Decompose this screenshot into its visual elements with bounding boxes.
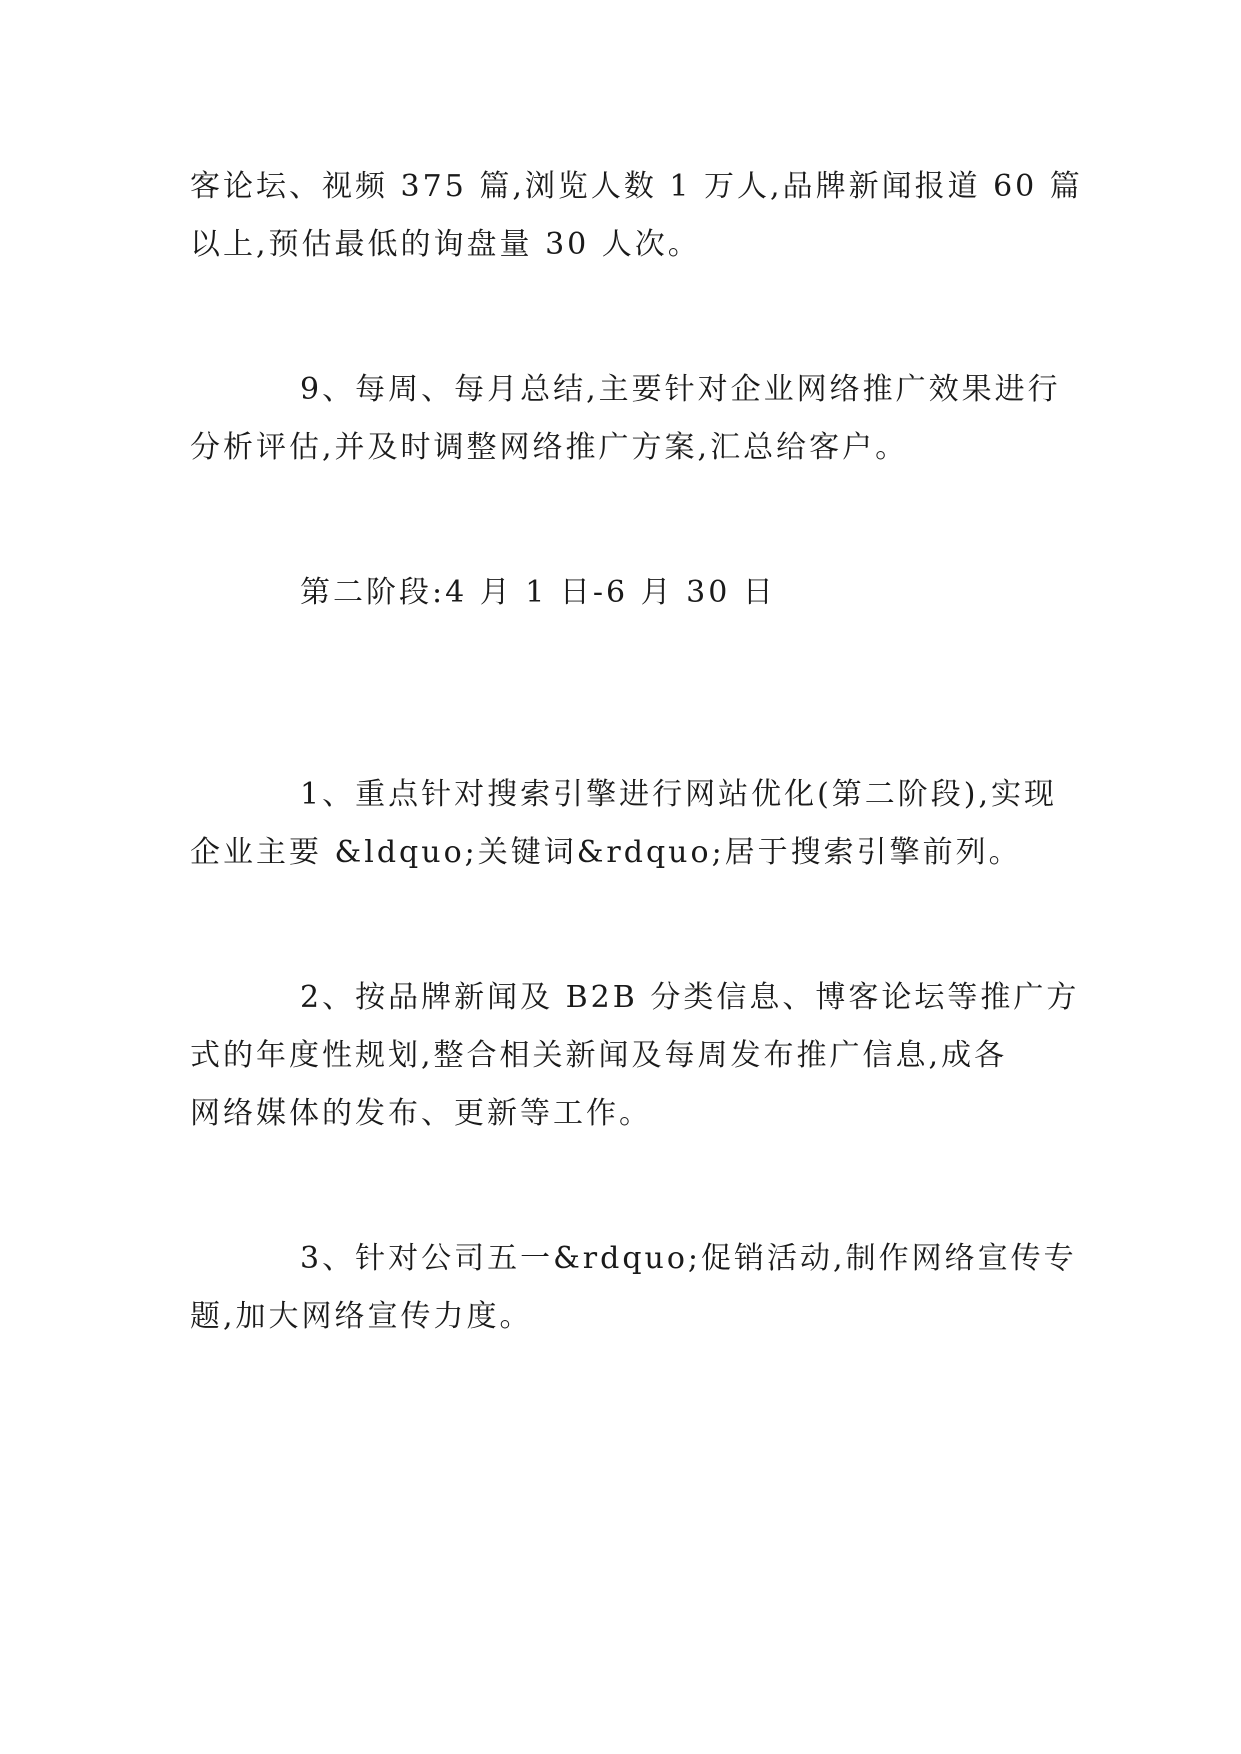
paragraph-line: 2、按品牌新闻及 B2B 分类信息、博客论坛等推广方 [300,980,1080,1015]
paragraph-line: 以上,预估最低的询盘量 30 人次。 [190,227,701,262]
paragraph-line: 3、针对公司五一&rdquo;促销活动,制作网络宣传专 [300,1241,1077,1276]
paragraph-item-3 [190,1230,1077,1346]
section-heading-phase-two [190,564,1050,622]
paragraph-line: 企业主要 &ldquo;关键词&rdquo;居于搜索引擎前列。 [190,835,1022,870]
paragraph-line: 第二阶段:4 月 1 日-6 月 30 日 [300,575,776,610]
paragraph-item-2 [190,969,1080,1143]
paragraph-line: 式的年度性规划,整合相关新闻及每周发布推广信息,成各 [190,1038,1008,1073]
paragraph-line: 1、重点针对搜索引擎进行网站优化(第二阶段),实现 [300,777,1058,812]
paragraph-item-9 [190,361,1061,477]
paragraph-line: 9、每周、每月总结,主要针对企业网络推广效果进行 [300,372,1061,407]
paragraph-line: 题,加大网络宣传力度。 [190,1299,533,1334]
paragraph-item-1 [190,766,1058,882]
paragraph-line: 分析评估,并及时调整网络推广方案,汇总给客户。 [190,430,909,465]
paragraph-line: 网络媒体的发布、更新等工作。 [190,1096,652,1131]
paragraph-stats-continued [190,158,1083,274]
paragraph-line: 客论坛、视频 375 篇,浏览人数 1 万人,品牌新闻报道 60 篇 [190,169,1083,204]
